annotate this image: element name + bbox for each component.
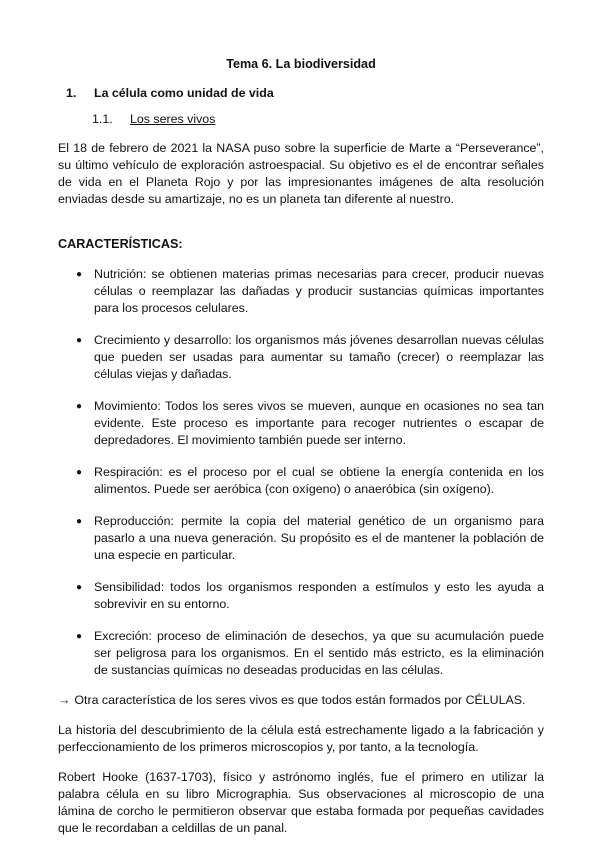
document-page — [58, 56, 544, 837]
intro-paragraph: El 18 de febrero de 2021 la NASA puso sobre la superficie de Marte a “Perseverance”, su último vehículo de exploración astroespacial. Su objetivo es el de encontrar señales de vida en el Planeta Rojo y por las impresionantes imágenes de alta resolución enviadas desde su amartizaje, no es un planeta tan diferente al nuestro. — [58, 141, 544, 206]
section-heading — [58, 85, 544, 102]
list-item-text: Nutrición: se obtienen materias primas necesarias para crecer, producir nuevas células o reemplazar las dañadas y producir sustancias químicas importantes para los procesos celulares. — [94, 267, 544, 315]
arrow-right-icon: → — [58, 693, 71, 707]
characteristics-list — [58, 266, 544, 679]
hooke-paragraph: Robert Hooke (1637-1703), físico y astrónomo inglés, fue el primero en utilizar la palabra célula en su libro Micrographia. Sus observaciones al microscopio de una lámina de corcho le permitieron observar que estaba formada por pequeñas cavidades que le recordaban a celdillas de un panal. — [58, 770, 544, 835]
bullet-icon: ● — [76, 269, 83, 280]
document-title: Tema 6. La biodiversidad — [226, 57, 376, 71]
list-item-text: Sensibilidad: todos los organismos responden a estímulos y esto les ayuda a sobrevivir en su entorno. — [94, 580, 544, 611]
list-item — [58, 266, 544, 317]
bullet-icon: ● — [76, 467, 83, 478]
arrow-note — [58, 692, 544, 709]
subsection-heading — [58, 111, 544, 128]
bullet-icon: ● — [76, 582, 83, 593]
list-item — [58, 628, 544, 679]
list-item — [58, 332, 544, 383]
section-label: La célula como unidad de vida — [94, 86, 274, 100]
bullet-icon: ● — [76, 631, 83, 642]
bullet-icon: ● — [76, 516, 83, 527]
arrow-note-text: Otra característica de los seres vivos es que todos están formados por CÉLULAS. — [74, 693, 526, 707]
characteristics-heading: CARACTERÍSTICAS: — [58, 237, 183, 251]
list-item-text: Respiración: es el proceso por el cual se obtiene la energía contenida en los alimentos. Puede ser aeróbica (con oxígeno) o anaeróbica (sin oxígeno). — [94, 465, 544, 496]
history-paragraph: La historia del descubrimiento de la célula está estrechamente ligado a la fabricación y perfeccionamiento de los primeros microscopios y, por tanto, a la tecnología. — [58, 723, 544, 754]
list-item-text: Crecimiento y desarrollo: los organismos más jóvenes desarrollan nuevas células que pueden ser usadas para aumentar su tamaño (crecer) o reemplazar las células viejas y dañadas. — [94, 333, 544, 381]
section-number: 1. — [66, 86, 77, 100]
list-item — [58, 513, 544, 564]
bullet-icon: ● — [76, 335, 83, 346]
list-item — [58, 464, 544, 498]
list-item-text: Reproducción: permite la copia del material genético de un organismo para pasarlo a una nueva generación. Su propósito es el de mantener la población de una especie en particular. — [94, 514, 544, 562]
subsection-label: Los seres vivos — [130, 112, 216, 126]
list-item-text: Movimiento: Todos los seres vivos se mueven, aunque en ocasiones no sea tan evidente. Este proceso es importante para recoger nutrientes o escapar de depredadores. El movimiento también puede ser interno. — [94, 399, 544, 447]
list-item — [58, 398, 544, 449]
list-item-text: Excreción: proceso de eliminación de desechos, ya que su acumulación puede ser peligrosa para los organismos. En el sentido más estricto, es la eliminación de sustancias químicas no deseadas producidas en las células. — [94, 629, 544, 677]
subsection-number: 1.1. — [92, 112, 113, 126]
bullet-icon: ● — [76, 401, 83, 412]
list-item — [58, 579, 544, 613]
